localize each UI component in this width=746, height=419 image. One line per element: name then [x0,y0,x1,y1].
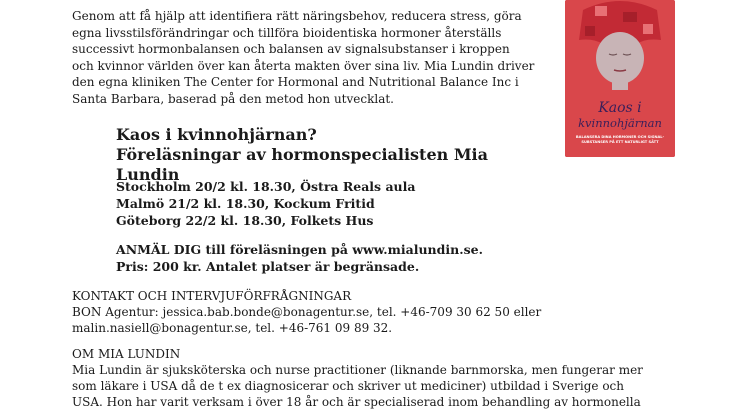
event-date-malmo: Malmö 21/2 kl. 18.30, Kockum Fritid [116,196,375,211]
event-date-stockholm: Stockholm 20/2 kl. 18.30, Östra Reals aula [116,179,416,194]
about-line: som läkare i USA då de t ex diagnosicerar och skriver ut mediciner) utbildad i Sverige och [72,379,624,393]
book-tagline-line2: SUBSTANSER PÅ ETT NATURLIGT SÄTT [581,140,659,144]
contact-heading: KONTAKT OCH INTERVJUFÖRFRÅGNINGAR [72,289,352,303]
book-title-line2: kvinnohjärnan [578,116,662,130]
neck-shape [612,82,628,90]
contact-section [72,288,632,336]
intro-line: och kvinnor världen över kan återta makten över sina liv. Mia Lundin driver [72,58,535,73]
puzzle-piece-icon [595,6,607,16]
about-heading: OM MIA LUNDIN [72,347,181,361]
about-section [72,346,643,410]
contact-line: BON Agentur: jessica.bab.bonde@bonagentur.se, tel. +46-709 30 62 50 eller [72,305,542,319]
intro-line: Genom att få hjälp att identifiera rätt näringsbehov, reducera stress, göra [72,9,522,23]
about-line: USA. Hon har varit verksam i över 18 år och är specialiserad inom behandling av hormonella [72,395,641,409]
puzzle-piece-icon [585,26,595,36]
book-cover-illustration [565,0,675,157]
about-line: Mia Lundin är sjuksköterska och nurse practitioner (liknande barnmorska, men fungerar mer [72,363,643,377]
face-shape [596,32,644,84]
book-tagline-line1: BALANSERA DINA HORMONER OCH SIGNAL- [575,135,665,139]
book-title-line1: Kaos i [598,100,642,116]
intro-line: egna livsstilsförändringar och tillföra bioidentiska hormoner återställs [72,25,502,40]
intro-line: successivt hormonbalansen och balansen av signalsubstanser i kroppen [72,42,510,56]
signup-text: ANMÄL DIG till föreläsningen på www.mialundin.se. [116,242,483,257]
intro-paragraph [72,8,552,107]
book-cover-image [565,0,675,157]
puzzle-piece-icon [643,24,653,34]
intro-line: Santa Barbara, baserad på den metod hon utvecklat. [72,91,394,106]
puzzle-piece-icon [623,12,637,22]
event-subtitle: Föreläsningar av hormonspecialisten Mia Lundin [116,145,488,184]
event-date-goteborg: Göteborg 22/2 kl. 18.30, Folkets Hus [116,213,374,228]
event-title: Kaos i kvinnohjärnan? [116,125,317,144]
intro-line: den egna kliniken The Center for Hormonal and Nutritional Balance Inc i [72,75,519,89]
contact-line: malin.nasiell@bonagentur.se, tel. +46-761 09 89 32. [72,321,393,335]
event-dates [116,178,536,229]
price-text: Pris: 200 kr. Antalet platser är begränsade. [116,259,420,274]
signup-block [116,241,536,275]
